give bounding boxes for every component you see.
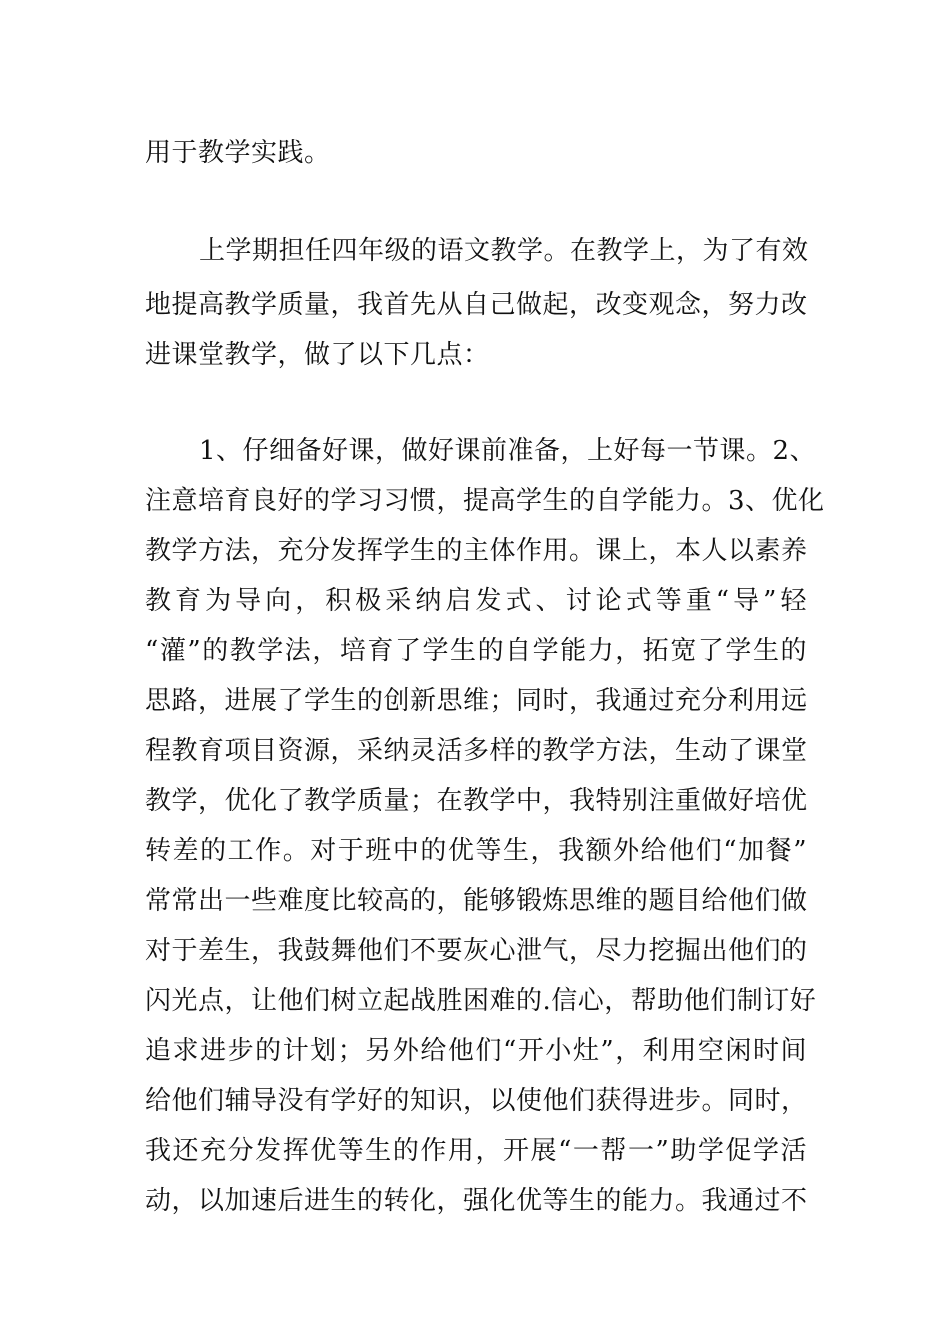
paragraph-line: 思路，进展了学生的创新思维；同时，我通过充分利用远 [145,686,808,716]
paragraph-line: 进课堂教学，做了以下几点： [145,340,490,370]
paragraph-line: 我还充分发挥优等生的作用，开展“一帮一”助学促学活 [145,1136,807,1166]
paragraph-line: 转差的工作。对于班中的优等生，我额外给他们“加餐” [145,836,807,866]
paragraph-line: 地提高教学质量，我首先从自己做起，改变观念，努力改 [145,290,808,320]
paragraph-line: 常常出一些难度比较高的，能够锻炼思维的题目给他们做 [145,886,808,916]
paragraph-line: 对于差生，我鼓舞他们不要灰心泄气，尽力挖掘出他们的 [145,936,808,966]
paragraph-line: “灌”的教学法，培育了学生的自学能力，拓宽了学生的 [145,636,807,666]
paragraph-line: 教学方法，充分发挥学生的主体作用。课上，本人以素养 [145,536,808,566]
paragraph-line: 教育为导向，积极采纳启发式、讨论式等重“导”轻 [145,586,807,616]
paragraph-line: 1、仔细备好课，做好课前准备，上好每一节课。2、 [199,436,817,466]
paragraph-line: 程教育项目资源，采纳灵活多样的教学方法，生动了课堂 [145,736,808,766]
paragraph-line: 追求进步的计划；另外给他们“开小灶”，利用空闲时间 [145,1036,807,1066]
paragraph-line: 注意培育良好的学习习惯，提高学生的自学能力。3、优化 [145,486,825,516]
paragraph-line: 用于教学实践。 [145,138,331,168]
paragraph-line: 给他们辅导没有学好的知识，以使他们获得进步。同时， [145,1086,808,1116]
paragraph-line: 动，以加速后进生的转化，强化优等生的能力。我通过不 [145,1186,808,1216]
paragraph-line: 闪光点，让他们树立起战胜困难的.信心，帮助他们制订好 [145,986,817,1016]
paragraph-line: 上学期担任四年级的语文教学。在教学上，为了有效 [199,236,809,266]
paragraph-line: 教学，优化了教学质量；在教学中，我特别注重做好培优 [145,786,808,816]
